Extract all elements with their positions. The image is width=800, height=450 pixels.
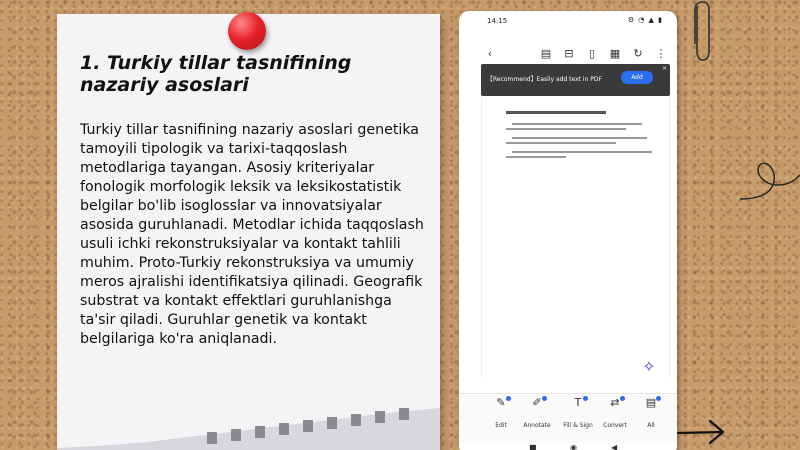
- bottom-tab-bar: [459, 393, 677, 443]
- page-view-icon[interactable]: ▤: [540, 47, 552, 60]
- convert-icon: ⇄: [595, 396, 635, 410]
- all-tools-icon: ▤: [631, 396, 671, 410]
- status-icons: ⚙ ◔ ▲ ▮: [627, 16, 663, 24]
- recommend-banner: [481, 64, 670, 96]
- status-bar: [459, 15, 677, 29]
- nav-back-icon[interactable]: ◀: [611, 443, 618, 450]
- badge-dot: [620, 396, 625, 401]
- single-page-icon[interactable]: ▯: [588, 47, 596, 60]
- pdf-text-line: [506, 156, 566, 158]
- edit-icon: ✎: [481, 396, 521, 410]
- badge-dot: [656, 396, 661, 401]
- tab-label: Fill & Sign: [563, 422, 593, 429]
- outline-icon[interactable]: ⊟: [564, 47, 574, 60]
- pdf-text-line: [512, 137, 647, 139]
- banner-add-button[interactable]: Add: [621, 71, 653, 84]
- back-icon[interactable]: ‹: [487, 47, 493, 60]
- badge-dot: [542, 396, 547, 401]
- pdf-text-line: [512, 151, 652, 153]
- slide-title: 1. Turkiy tillar tasnifining nazariy asoslari: [80, 52, 352, 96]
- home-icon[interactable]: ◉: [570, 443, 577, 450]
- close-icon[interactable]: ✕: [661, 65, 667, 72]
- pdf-page-preview[interactable]: [481, 97, 670, 377]
- pdf-text-line: [512, 123, 642, 125]
- recent-apps-icon[interactable]: ■: [529, 443, 537, 450]
- pdf-text-line: [506, 128, 626, 130]
- arrow-right-icon: [676, 418, 726, 446]
- tab-edit[interactable]: [481, 396, 521, 429]
- slide-body-text: Turkiy tillar tasnifining nazariy asoslari genetika tamoyili tipologik va tarixi-taqqoslash metodlariga tayangan. Asosiy kriteriyalar fonologik morfologik leksik va leksikostatistik belgilar bo'lib isoglosslar va innovatsiyalar asosida guruhlanadi. Metodlar ichida taqqoslash usuli ichki rekonstruksiyalar va kontakt tahlili muhim. Proto-Turkiy rekonstruksiya va umumiy meros ajralishi identifikatsiya qilinadi. Geografik substrat va kontakt effektlari guruhlanishga ta'sir qiladi. Guruhlar genetik va kontakt belgilariga ko'ra aniqlanadi.: [80, 122, 424, 347]
- tab-annotate[interactable]: [517, 396, 557, 429]
- phone-screenshot: [459, 11, 677, 450]
- banner-text: 【Recommend】Easily add text in PDF: [487, 76, 602, 83]
- tab-label: Annotate: [523, 422, 551, 429]
- squiggle-doodle-icon: [738, 155, 800, 205]
- tab-fill-sign[interactable]: [558, 396, 598, 429]
- thumbnails-icon[interactable]: ▦: [609, 47, 621, 60]
- red-pushpin-icon: [228, 12, 266, 50]
- badge-dot: [583, 396, 588, 401]
- tab-all[interactable]: [631, 396, 671, 429]
- ai-assistant-icon[interactable]: ✧: [637, 355, 661, 379]
- tab-label: Convert: [603, 422, 627, 429]
- paperclip-icon: [690, 0, 712, 64]
- share-icon[interactable]: ↻: [633, 47, 643, 60]
- pdf-heading-line: [506, 111, 606, 114]
- torn-paper-edge: [57, 406, 440, 450]
- status-time: 14:15: [487, 17, 508, 25]
- pdf-text-line: [506, 142, 616, 144]
- tab-label: All: [647, 422, 655, 429]
- more-menu-icon[interactable]: ⋮: [655, 47, 667, 60]
- annotate-icon: ✐: [517, 396, 557, 410]
- tab-convert[interactable]: [595, 396, 635, 429]
- tab-label: Edit: [495, 422, 507, 429]
- badge-dot: [506, 396, 511, 401]
- android-nav-bar: [459, 443, 677, 450]
- text-field-icon: T: [558, 396, 598, 410]
